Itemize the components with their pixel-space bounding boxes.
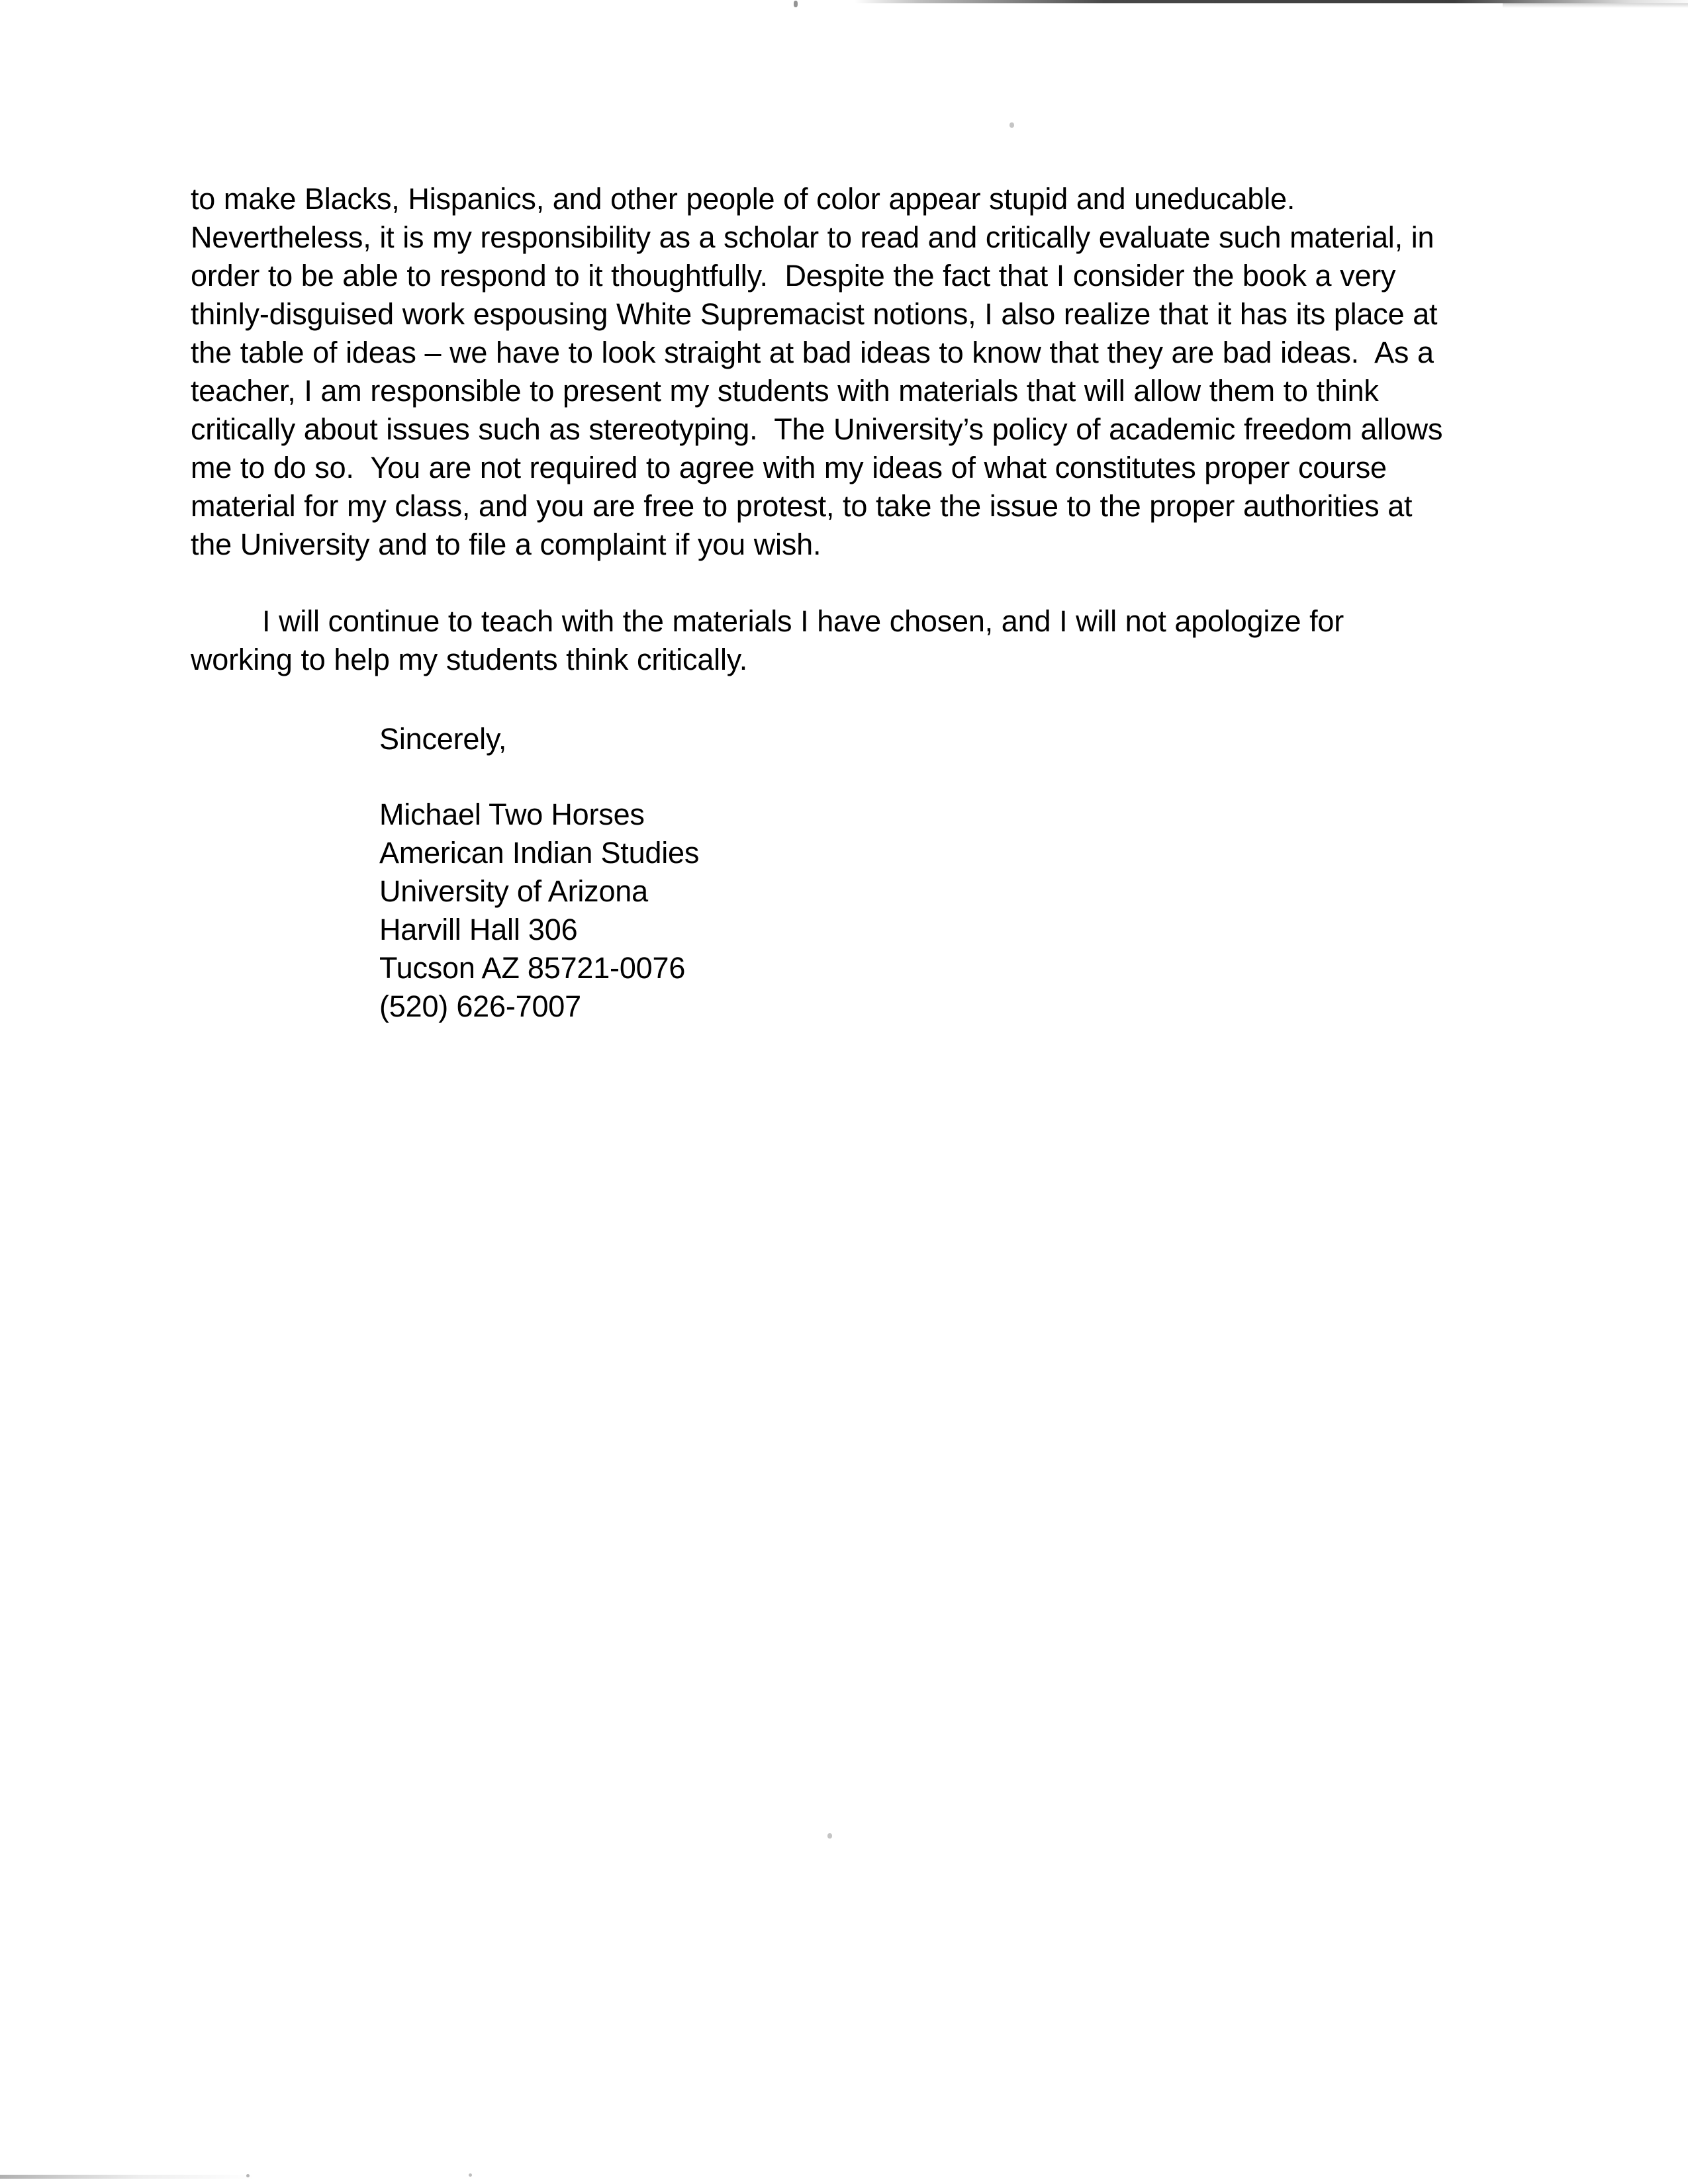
scan-artifact-speck-top <box>794 1 798 7</box>
scan-artifact-bottom-edge <box>0 2175 410 2179</box>
signature-block <box>379 796 1448 1026</box>
signature-institution: University of Arizona <box>379 874 648 908</box>
signature-building: Harvill Hall 306 <box>379 913 578 946</box>
letter-body <box>191 180 1452 1026</box>
signature-department: American Indian Studies <box>379 836 700 870</box>
scan-artifact-speck-middle <box>1009 122 1014 128</box>
signature-city-state-zip: Tucson AZ 85721-0076 <box>379 951 686 985</box>
signature-name: Michael Two Horses <box>379 797 645 831</box>
scan-artifact-speck-lower <box>827 1833 832 1839</box>
closing-paragraph: I will continue to teach with the materials I have chosen, and I will not apologize for working to help my students think critically. <box>191 604 1352 676</box>
scan-artifact-speck-bottom-b <box>469 2173 472 2177</box>
closing-salutation: Sincerely, <box>379 722 507 756</box>
body-paragraph: to make Blacks, Hispanics, and other people of color appear stupid and uneducable. Nevertheless, it is my responsibility as a scholar to read and critically evaluate such material, in order to be able to respond to it thoughtfully. Despite the fact that I consider the book a very thinly-disguised work espousing White Supremacist notions, I also realize that it has its place at the table of ideas – we have to look straight at bad ideas to know that they are bad ideas. As a teacher, I am responsible to present my students with materials that will allow them to think critically about issues such as stereotyping. The University’s policy of academic freedom allows me to do so. You are not required to agree with my ideas of what constitutes proper course material for my class, and you are free to protest, to take the issue to the proper authorities at the University and to file a complaint if you wish. <box>191 182 1452 561</box>
scan-artifact-speck-bottom-a <box>246 2174 250 2177</box>
scan-artifact-top-right-fade <box>1503 3 1688 8</box>
signature-phone: (520) 626-7007 <box>379 989 581 1023</box>
